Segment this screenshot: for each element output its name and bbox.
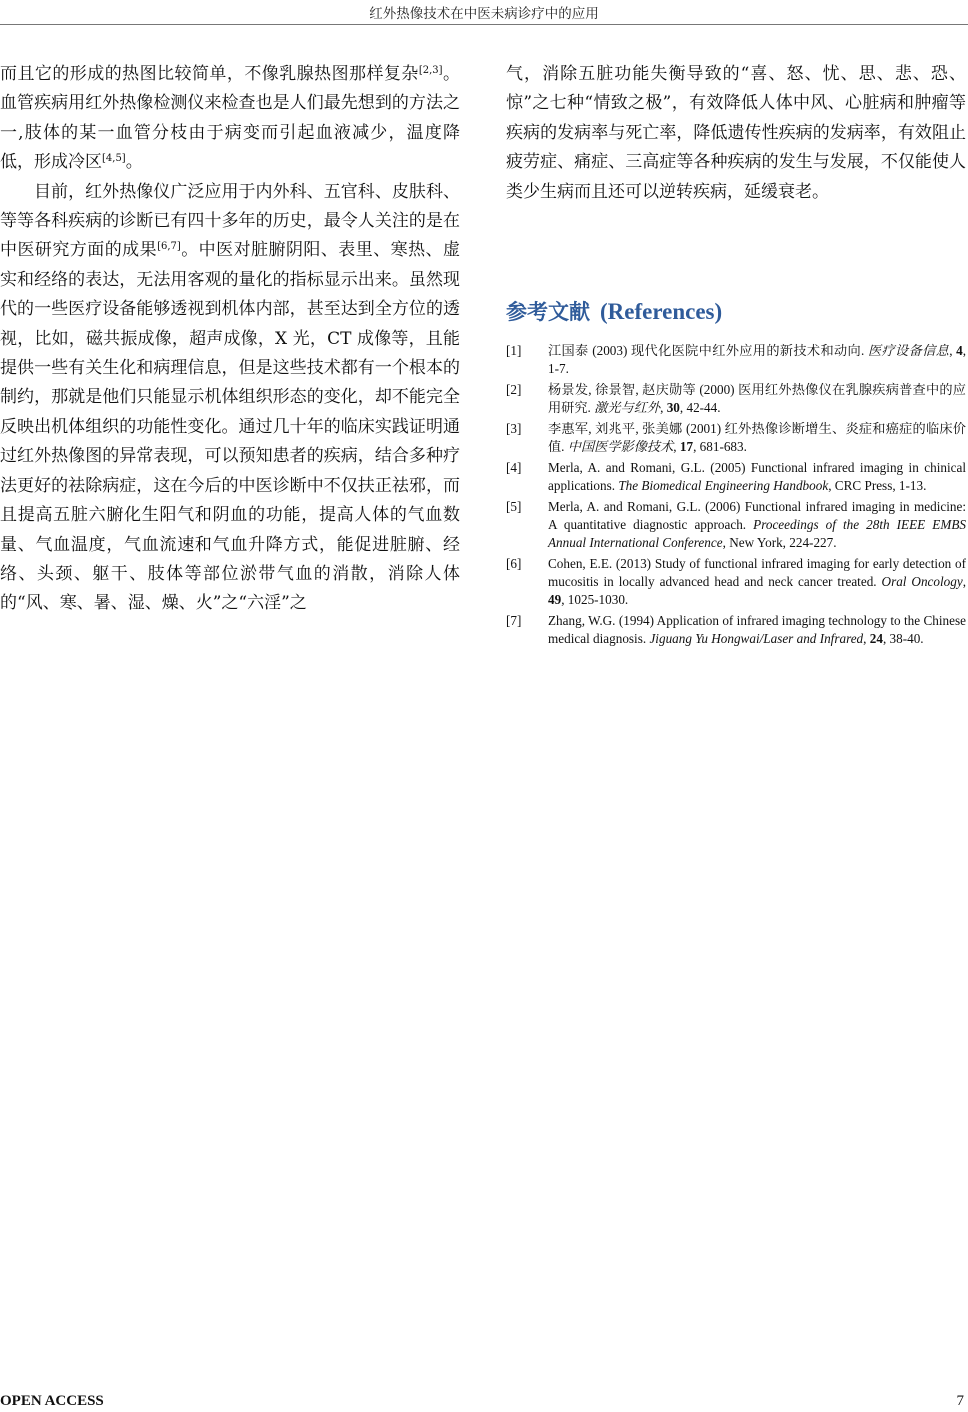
reference-item [506, 420, 966, 456]
reference-item [506, 381, 966, 417]
header-rule [0, 24, 968, 25]
reference-item [506, 342, 966, 378]
reference-journal: The Biomedical Engineering Handbook [618, 477, 829, 493]
reference-volume: 24 [869, 631, 883, 647]
right-column [506, 60, 966, 207]
reference-journal: Jiguang Yu Hongwai/Laser and Infrared [649, 631, 864, 647]
reference-number: [7] [506, 612, 522, 628]
reference-number: [1] [506, 343, 522, 358]
open-access-label: OPEN ACCESS [0, 1393, 104, 1409]
reference-list [506, 342, 966, 651]
reference-volume: 49 [548, 592, 562, 608]
references-heading [506, 296, 722, 326]
reference-journal: Proceedings of the 28th IEEE EMBS Annual International Conference [548, 516, 966, 551]
page-number: 7 [956, 1393, 964, 1409]
reference-item [506, 612, 966, 648]
paragraph-text: 。 [125, 152, 143, 173]
reference-number: [6] [506, 555, 522, 571]
reference-text: 李惠军, 刘兆平, 张美娜 (2001) 红外热像诊断增生、炎症和癌症的临床价值. 中国医学影像技术, 17, 681-683. [548, 420, 966, 455]
reference-item [506, 459, 966, 495]
reference-volume: 4 [956, 343, 963, 358]
paragraph-text: 。中医对脏腑阴阳、表里、寒热、虚实和经络的表达，无法用客观的量化的指标显示出来。虽然现代的一些医疗设备能够透视到机体内部，甚至达到全方位的透视，比如，磁共振成像，超声成像，X 光，CT 成像等，且能提供一些有关生化和病理信息，但是这些技术都有一个根本的制约，那就是他们只能显示机体组织形态的变化，却不能完全反映出机体组织的功能性变化。通过几十年的临床实践证明通过红外热像图的异常表现，可以预知患者的疾病，结合多种疗法更好的祛除病症，这在今后的中医诊断中不仅扶正祛邪，而且提高五脏六腑化生阳气和阴血的功能，提高人体的气血数量、气血温度，气血流速和气血升降方式，能促进脏腑、经络、头颈、躯干、肢体等部位淤带气血的消散，消除人体的“风、寒、暑、湿、燥、火”之“六淫”之 [0, 240, 461, 614]
paragraph-text: 。血管疾病用红外热像检测仪来检查也是人们最先想到的方法之一,肢体的某一血管分枝由于病变而引起血液减少，温度降低，形成冷区 [0, 64, 461, 173]
reference-text: 江国泰 (2003) 现代化医院中红外应用的新技术和动向. 医疗设备信息, 4, 1-7. [548, 343, 967, 377]
reference-number: [3] [506, 420, 522, 436]
citation[interactable]: [6,7] [157, 241, 181, 253]
reference-text: Cohen, E.E. (2013) Study of functional infrared imaging for early detection of mucositis in locally advanced head and neck cancer treated. Oral Oncology, 49, 1025-1030. [548, 555, 966, 608]
running-head: 红外热像技术在中医未病诊疗中的应用 [369, 6, 599, 22]
reference-text: Merla, A. and Romani, G.L. (2005) Functional infrared imaging in chinical applications. The Biomedical Engineering Handbook, CRC Press, 1-13. [548, 459, 966, 493]
reference-journal: Oral Oncology [881, 573, 963, 589]
paragraph-2 [0, 178, 460, 619]
reference-volume: 17 [679, 439, 694, 455]
reference-journal: 中国医学影像技术 [567, 439, 674, 455]
reference-text: 杨景发, 徐景智, 赵庆勋等 (2000) 医用红外热像仪在乳腺疾病普查中的应用研究. 激光与红外, 30, 42-44. [548, 381, 966, 416]
paragraph-1 [0, 60, 460, 178]
reference-number: [4] [506, 459, 522, 475]
paragraph-3: 气，消除五脏功能失衡导致的“喜、怒、忧、思、悲、恐、惊”之七种“情致之极”，有效降低人体中风、心脏病和肿瘤等疾病的发病率与死亡率，降低遗传性疾病的发病率，有效阻止疲劳症、痛症、三高症等各种疾病的发生与发展，不仅能使人类少生病而且还可以逆转疾病，延缓衰老。 [506, 64, 966, 202]
reference-journal: 医疗设备信息 [868, 343, 950, 358]
reference-journal: 激光与红外 [594, 400, 661, 416]
reference-number: [5] [506, 498, 522, 514]
references-heading-cn: 参考文献 [506, 300, 590, 324]
paragraph-text: 而且它的形成的热图比较简单，不像乳腺热图那样复杂 [0, 64, 419, 84]
references-heading-en: (References) [600, 299, 723, 324]
reference-text: Zhang, W.G. (1994) Application of infrared imaging technology to the Chinese medical diagnosis. Jiguang Yu Hongwai/Laser and Infrared, 24, 38-40. [548, 612, 966, 647]
reference-number: [2] [506, 381, 522, 397]
paragraph-text: 目前，红外热像仪广泛应用于内外科、五官科、皮肤科、等等各科疾病的诊断已有四十多年的历史，最令人关注的是在中医研究方面的成果 [0, 181, 460, 261]
reference-item [506, 498, 966, 553]
citation[interactable]: [2,3] [418, 65, 443, 76]
citation[interactable]: [4,5] [102, 153, 126, 165]
reference-item [506, 555, 966, 610]
left-column [0, 60, 460, 619]
reference-text: Merla, A. and Romani, G.L. (2006) Functional infrared imaging in medicine: A quantitative diagnostic approach. Proceedings of the 28th IEEE EMBS Annual International Conference, New York, 224-227. [548, 498, 966, 551]
reference-volume: 30 [666, 400, 680, 416]
